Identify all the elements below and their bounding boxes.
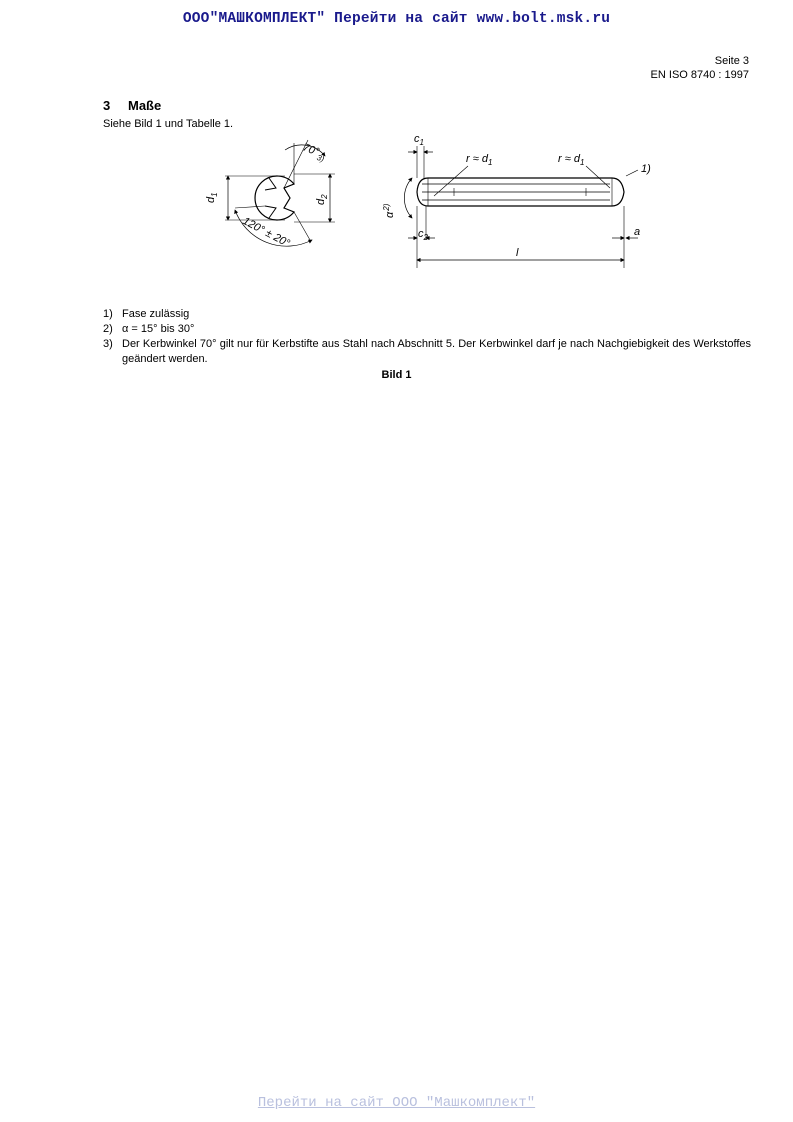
grooved-circle xyxy=(255,176,294,220)
label-c2: $c_2$ xyxy=(418,228,428,242)
figure-caption: Bild 1 xyxy=(381,369,412,381)
side-view xyxy=(404,146,641,268)
section-intro: Siehe Bild 1 und Tabelle 1. xyxy=(103,118,234,130)
label-c1: $c_1$ xyxy=(414,133,424,147)
footnote-number: 2) xyxy=(103,323,113,335)
footnote-text: Fase zulässig xyxy=(122,308,190,320)
label-a: a xyxy=(634,226,641,238)
standard-number: EN ISO 8740 : 1997 xyxy=(650,69,749,81)
section-title: Maße xyxy=(128,98,162,113)
section-number: 3 xyxy=(103,98,111,113)
footnote-number: 1) xyxy=(103,308,113,320)
figure-1-drawing xyxy=(190,128,660,278)
label-alpha: $\alpha^{2)}$ xyxy=(382,203,396,218)
label-l: l xyxy=(516,247,519,259)
label-r-left: $r \approx d_1$ xyxy=(466,153,493,167)
page-number: Seite 3 xyxy=(714,55,749,67)
label-r-right: $r \approx d_1$ xyxy=(558,153,585,167)
footnote-text: Der Kerbwinkel 70° gilt nur für Kerbstifte aus Stahl nach Abschnitt 5. Der Kerbwinkel darf je nach Nachgiebigkeit des Werkstoffes geändert werden. xyxy=(122,338,751,365)
footnotes xyxy=(103,307,751,367)
section-heading xyxy=(103,98,161,113)
footnote-text: α = 15° bis 30° xyxy=(122,323,195,335)
label-70: $70^\circ_{3)}$ xyxy=(300,141,326,164)
label-d1: $d_1$ xyxy=(205,192,219,203)
footnote-3 xyxy=(103,337,751,367)
footer-site-link[interactable]: Перейти на сайт ООО "Машкомплект" xyxy=(257,1095,536,1111)
footnote-2 xyxy=(103,322,751,337)
label-d2: $d_2$ xyxy=(315,194,329,205)
footnote-number: 3) xyxy=(103,338,113,350)
site-banner-link[interactable]: ООО"МАШКОМПЛЕКТ" Перейти на сайт www.bolt.msk.ru xyxy=(182,11,611,27)
footnote-1 xyxy=(103,307,751,322)
label-chamfer-ref: 1) xyxy=(641,163,651,175)
page-header xyxy=(651,54,749,82)
label-120: 120° ± 20° xyxy=(240,215,292,250)
